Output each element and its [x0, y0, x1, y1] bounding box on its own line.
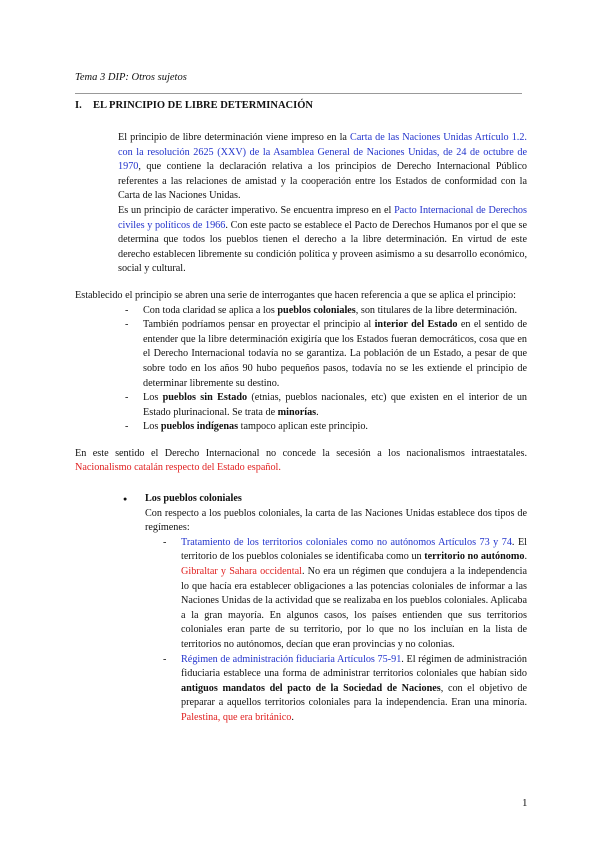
list-item — [123, 420, 527, 435]
text-run: . — [316, 406, 319, 418]
header-divider — [75, 93, 522, 94]
section-number: I. — [75, 100, 82, 111]
list-item — [123, 391, 527, 420]
text-run: En este sentido el Derecho Internacional no concede la secesión a los nacionalismos intraestatales. — [75, 447, 527, 459]
page-number: 1 — [522, 797, 528, 809]
section-title: EL PRINCIPIO DE LIBRE DETERMINACIÓN — [93, 100, 313, 111]
citation-text: Carta de las Naciones Unidas Artículo 1.2. con la resolución 2625 (XXV) de la Asamblea General de Naciones Unidas, de 24 de octubre de 1970 — [118, 132, 527, 173]
citation-text: Pacto Internacional de Derechos civiles y políticos de 1966 — [118, 204, 527, 231]
bold-text: pueblos coloniales — [277, 304, 356, 316]
text-run: Los — [143, 421, 161, 433]
regime-list — [161, 536, 527, 726]
citation-text: Tratamiento de los territorios coloniales como no autónomos Artículos 73 y 74 — [181, 536, 512, 548]
example-text: Nacionalismo catalán respecto del Estado español. — [75, 462, 281, 474]
text-run: . El territorio de los pueblos coloniales se identificaba como un — [181, 536, 527, 563]
text-run: . — [524, 551, 527, 563]
text-run: . Con este pacto se establece el Pacto de Derechos Humanos por el que se determina que todos los pueblos tienen el derecho a la libre determinación. En virtud de este derecho establecen libremente su condición política y proveen asimismo a su desarrollo económico, social y cultural. — [118, 219, 527, 275]
application-list — [123, 304, 527, 435]
list-item — [161, 536, 527, 653]
list-item — [123, 304, 527, 319]
document-body — [75, 100, 527, 726]
bold-text: minorías — [277, 406, 317, 418]
text-run: Es un principio de carácter imperativo. Se encuentra impreso en el — [118, 204, 395, 216]
bullet-intro: Con respecto a los pueblos coloniales, la carta de las Naciones Unidas establece dos tipos de regímenes: — [145, 507, 527, 534]
bold-text: interior del Estado — [374, 319, 458, 331]
text-run: . El régimen de administración fiduciaria establece una forma de administrar territorios coloniales que habían sido — [181, 653, 527, 680]
bold-text: antiguos mandatos del pacto de la Sociedad de Naciones — [181, 682, 441, 694]
text-run: . No era un régimen que condujera a la independencia lo que hacía era establecer obligaciones a las potencias coloniales de informar a las Naciones Unidas de la actividad que se realizaba en los pueblos coloniales. Aplicaba a la gran mayoría. En algunos casos, los países entienden que sus territorios coloniales eran parte de su territorio, por lo que no los incluían en la lista de territorios no autónomos, decían que eran provincias y no colonias. — [181, 566, 527, 650]
text-run: El principio de libre determinación viene impreso en la — [118, 132, 351, 143]
citation-text: Régimen de administración fiduciaria Artículos 75-91 — [181, 653, 402, 665]
text-run: Con toda claridad se aplica a los — [143, 304, 278, 316]
paragraph-1 — [118, 131, 527, 204]
text-run: También podríamos pensar en proyectar el principio al — [143, 319, 375, 331]
bold-text: territorio no autónomo — [424, 551, 525, 563]
intro-block — [75, 131, 527, 289]
text-run: en el sentido de entender que la libre determinación exigiría que los Estados fueran democráticos, cosa que en el Derecho Internacional todavía no se garantiza. La población de un Estado, a pesar de que sobre todo en los años 90 hubo pequeños pasos, todavía no se les extiende el principio de determinar libremente su destino. — [143, 319, 528, 389]
text-run: (etnias, pueblos nacionales, etc) que existen en el interior de un Estado plurinacional. Se trata de — [143, 392, 528, 418]
section-heading — [75, 100, 527, 111]
example-text: Gibraltar y Sahara occidental — [181, 566, 302, 578]
text-run: , que contiene la declaración relativa a los principios de Derecho Internacional Público referentes a las relaciones de amistad y la cooperación entre los Estados de conformidad con la Carta de las Naciones Unidas. — [118, 161, 527, 202]
text-run: , con el objetivo de preparar a aquellos territorios coloniales para la independencia. Eran una minoría. — [181, 682, 527, 709]
paragraph-2 — [118, 204, 527, 277]
paragraph-4 — [75, 447, 527, 476]
paragraph-3: Establecido el principio se abren una serie de interrogantes que hacen referencia a que se aplica el principio: — [75, 289, 516, 301]
bold-text: pueblos sin Estado — [162, 392, 248, 404]
bold-text: pueblos indígenas — [160, 421, 239, 433]
text-run: , son titulares de la libre determinación. — [355, 304, 518, 316]
text-run: . — [291, 711, 294, 723]
bullet-heading: ● Los pueblos coloniales — [123, 492, 527, 507]
text-run: Los — [143, 392, 163, 404]
example-text: Palestina, que era británico — [181, 711, 292, 723]
list-item — [161, 653, 527, 726]
text-run: tampoco aplican este principio. — [238, 421, 368, 433]
page-header: Tema 3 DIP: Otros sujetos — [75, 72, 187, 83]
list-item — [123, 318, 527, 391]
